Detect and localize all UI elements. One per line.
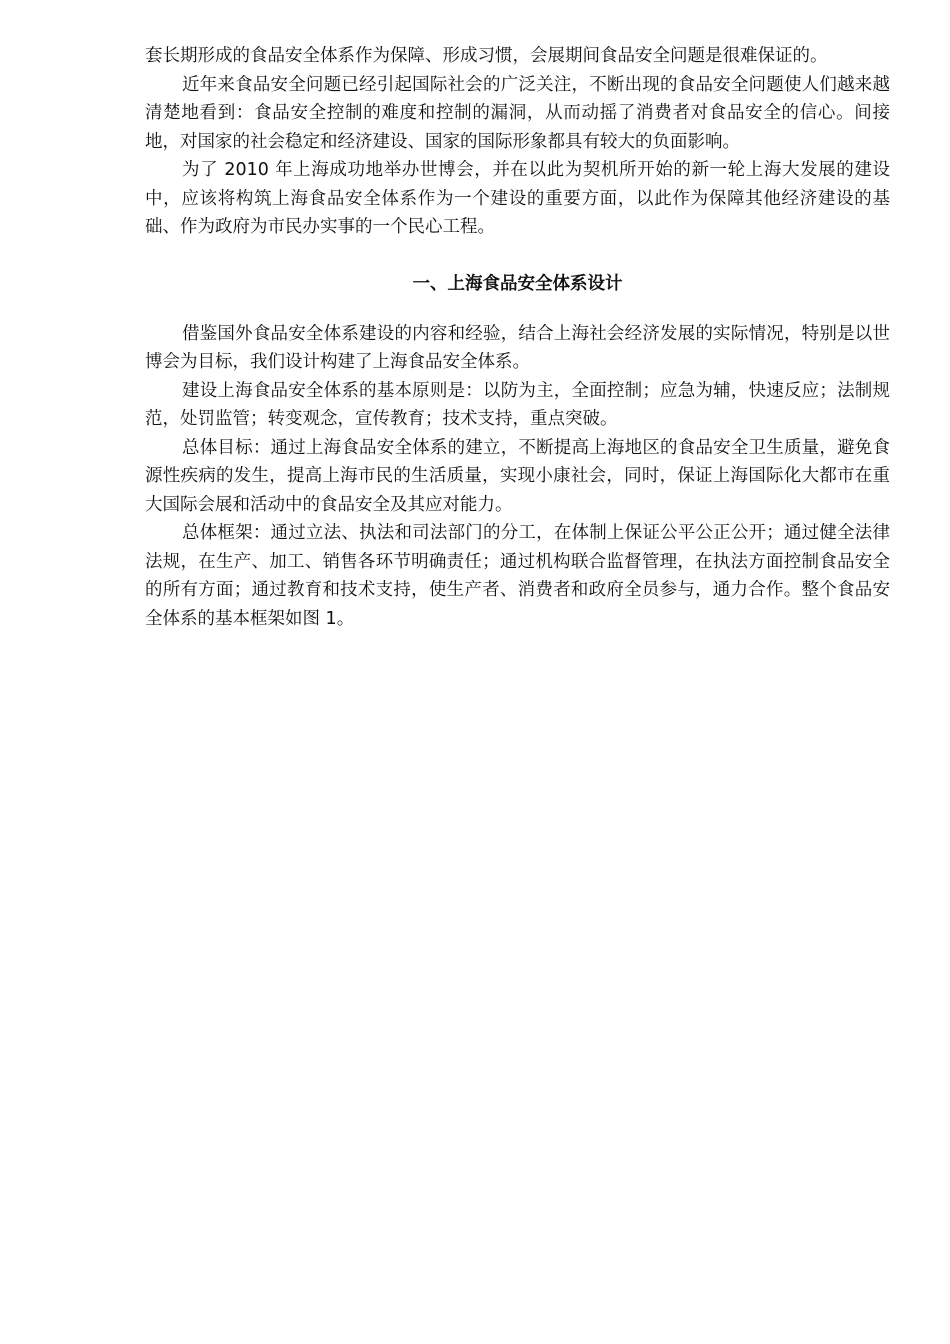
paragraph-overall-goal: 总体目标：通过上海食品安全体系的建立，不断提高上海地区的食品安全卫生质量，避免食源性疾病的发生，提高上海市民的生活质量，实现小康社会，同时，保证上海国际化大都市在重大国际会展和活动中的食品安全及其应对能力。 bbox=[145, 437, 890, 515]
document-page bbox=[145, 42, 890, 633]
paragraph-continuation: 套长期形成的食品安全体系作为保障、形成习惯，会展期间食品安全问题是很难保证的。 bbox=[145, 46, 828, 66]
paragraph-expo-development: 为了 2010 年上海成功地举办世博会，并在以此为契机所开始的新一轮上海大发展的建设中，应该将构筑上海食品安全体系作为一个建设的重要方面，以此作为保障其他经济建设的基础、作为政府为市民办实事的一个民心工程。 bbox=[145, 160, 890, 237]
paragraph-system-design: 借鉴国外食品安全体系建设的内容和经验，结合上海社会经济发展的实际情况，特别是以世博会为目标，我们设计构建了上海食品安全体系。 bbox=[145, 323, 890, 372]
paragraph-basic-principles: 建设上海食品安全体系的基本原则是：以防为主，全面控制；应急为辅，快速反应；法制规范，处罚监管；转变观念，宣传教育；技术支持，重点突破。 bbox=[145, 380, 890, 429]
paragraph-overall-framework: 总体框架：通过立法、执法和司法部门的分工，在体制上保证公平公正公开；通过健全法律法规，在生产、加工、销售各环节明确责任；通过机构联合监督管理，在执法方面控制食品安全的所有方面；通过教育和技术支持，使生产者、消费者和政府全员参与，通力合作。整个食品安全体系的基本框架如图 1。 bbox=[145, 523, 890, 629]
section-heading: 一、上海食品安全体系设计 bbox=[412, 273, 623, 294]
paragraph-food-safety-concern: 近年来食品安全问题已经引起国际社会的广泛关注，不断出现的食品安全问题使人们越来越清楚地看到：食品安全控制的难度和控制的漏洞，从而动摇了消费者对食品安全的信心。间接地，对国家的社会稳定和经济建设、国家的国际形象都具有较大的负面影响。 bbox=[145, 74, 890, 152]
